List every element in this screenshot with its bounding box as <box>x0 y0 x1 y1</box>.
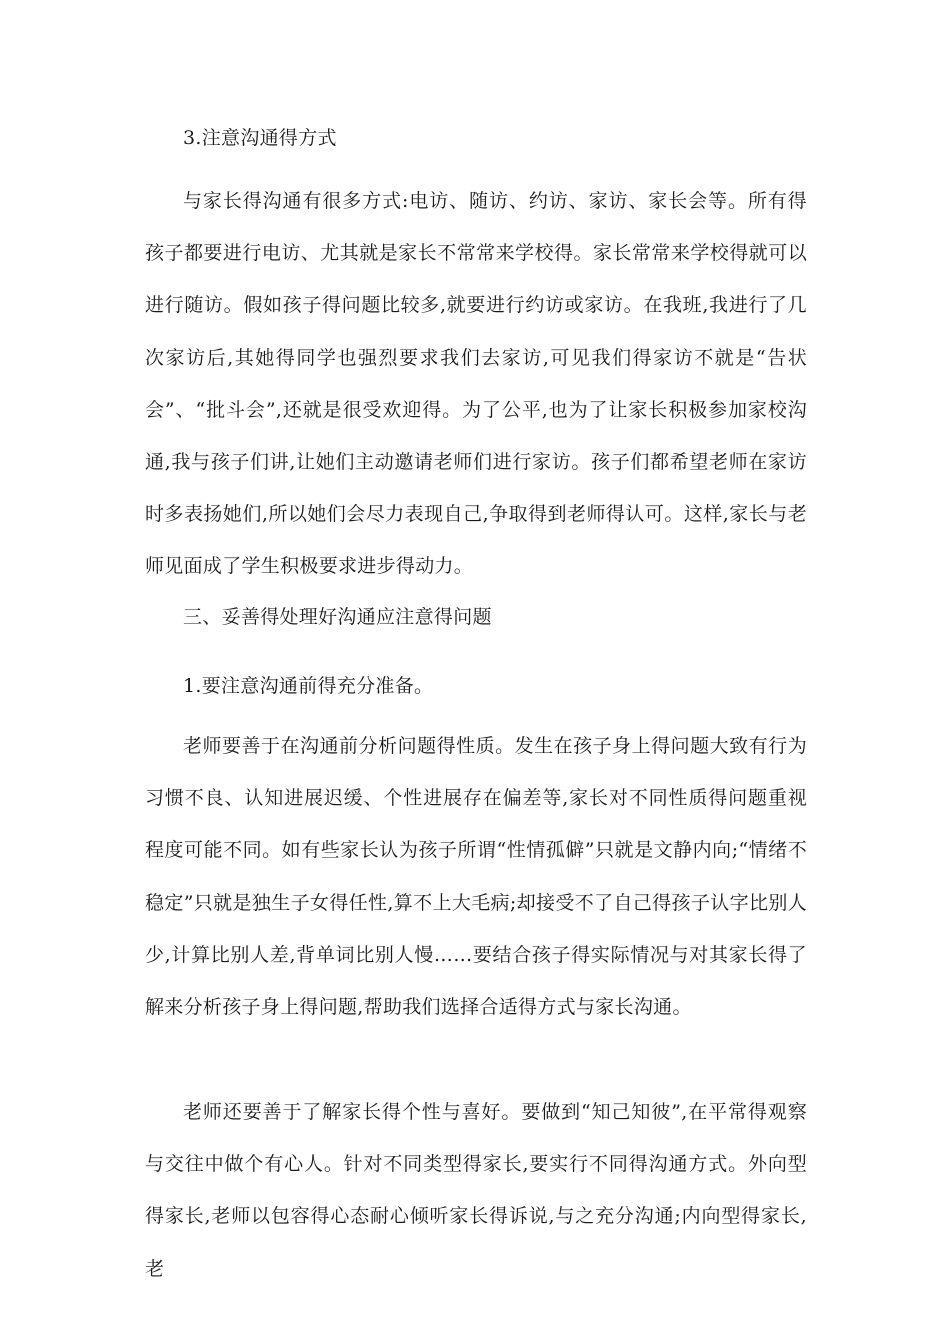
section-heading-problems: 三、妥善得处理好沟通应注意得问题 <box>183 606 492 628</box>
section-heading-communication-methods: 3.注意沟通得方式 <box>183 127 337 149</box>
paragraph-understand-parents: 老师还要善于了解家长得个性与喜好。要做到“知己知彼”,在平常得观察与交往中做个有心人。针对不同类型得家长,要实行不同得沟通方式。外向型得家长,老师以包容得心态耐心倾听家长得诉说,与之充分沟通;内向型得家长,老 <box>145 1101 807 1280</box>
paragraph-communication-methods: 与家长得沟通有很多方式:电访、随访、约访、家访、家长会等。所有得孩子都要进行电访、尤其就是家长不常常来学校得。家长常常来学校得就可以进行随访。假如孩子得问题比较多,就要进行约访或家访。在我班,我进行了几次家访后,其她得同学也强烈要求我们去家访,可见我们得家访不就是“告状会”、“批斗会”,还就是很受欢迎得。为了公平,也为了让家长积极参加家校沟通,我与孩子们讲,让她们主动邀请老师们进行家访。孩子们都希望老师在家访时多表扬她们,所以她们会尽力表现自己,争取得到老师得认可。这样,家长与老师见面成了学生积极要求进步得动力。 <box>145 190 807 578</box>
paragraph-analyze-problems: 老师要善于在沟通前分析问题得性质。发生在孩子身上得问题大致有行为习惯不良、认知进展迟缓、个性进展存在偏差等,家长对不同性质得问题重视程度可能不同。如有些家长认为孩子所谓“性情孤僻”只就是文静内向;“情绪不稳定”只就是独生子女得任性,算不上大毛病;却接受不了自己得孩子认字比别人少,计算比别人差,背单词比别人慢……要结合孩子得实际情况与对其家长得了解来分析孩子身上得问题,帮助我们选择合适得方式与家长沟通。 <box>145 735 807 1019</box>
subheading-preparation: 1.要注意沟通前得充分准备。 <box>183 675 434 697</box>
